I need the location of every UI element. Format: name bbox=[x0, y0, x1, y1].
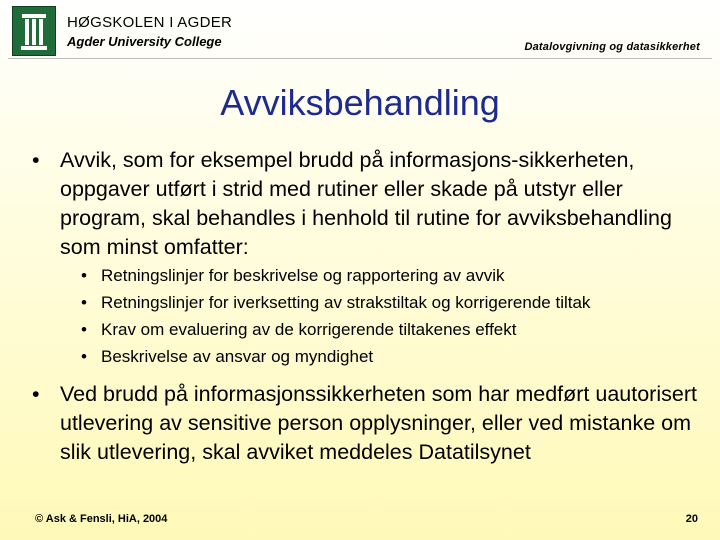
footer-copyright: © Ask & Fensli, HiA, 2004 bbox=[35, 513, 168, 525]
sub-bullet-item bbox=[81, 343, 711, 370]
college-logo bbox=[12, 6, 56, 56]
page-number: 20 bbox=[685, 513, 698, 525]
header-divider bbox=[8, 58, 712, 59]
sub-bullet-list bbox=[81, 262, 711, 370]
sub-bullet-text: Retningslinjer for beskrivelse og rapportering av avvik bbox=[101, 266, 505, 285]
org-name: HØGSKOLEN I AGDER bbox=[67, 14, 233, 31]
column-logo-icon bbox=[13, 7, 55, 55]
bullet-icon: • bbox=[32, 148, 40, 172]
sub-bullet-item bbox=[81, 262, 711, 289]
sub-bullet-item bbox=[81, 316, 711, 343]
bullet-item bbox=[32, 380, 710, 467]
sub-bullet-text: Retningslinjer for iverksetting av strakstiltak og korrigerende tiltak bbox=[101, 293, 591, 312]
bullet-text: Ved brudd på informasjonssikkerheten som har medført uautorisert utlevering av sensitive person opplysninger, eller ved mistanke om slik utlevering, skal avviket meddeles Datatilsynet bbox=[60, 382, 697, 464]
sub-bullet-text: Krav om evaluering av de korrigerende tiltakenes effekt bbox=[101, 320, 517, 339]
bullet-icon: • bbox=[81, 347, 87, 366]
slide-title: Avviksbehandling bbox=[220, 82, 500, 123]
sub-bullet-text: Beskrivelse av ansvar og myndighet bbox=[101, 347, 374, 366]
bullet-item bbox=[32, 146, 710, 262]
sub-bullet-item bbox=[81, 289, 711, 316]
bullet-icon: • bbox=[81, 293, 87, 312]
bullet-icon: • bbox=[81, 320, 87, 339]
bullet-icon: • bbox=[32, 382, 40, 406]
org-subtitle: Agder University College bbox=[67, 34, 222, 49]
bullet-text: Avvik, som for eksempel brudd på informasjons-sikkerheten, oppgaver utført i strid med rutiner eller skade på utstyr eller program, skal behandles i henhold til rutine for avviksbehandling som minst omfatter: bbox=[60, 148, 672, 259]
bullet-icon: • bbox=[81, 266, 87, 285]
course-title: Datalovgivning og datasikkerhet bbox=[524, 41, 700, 53]
